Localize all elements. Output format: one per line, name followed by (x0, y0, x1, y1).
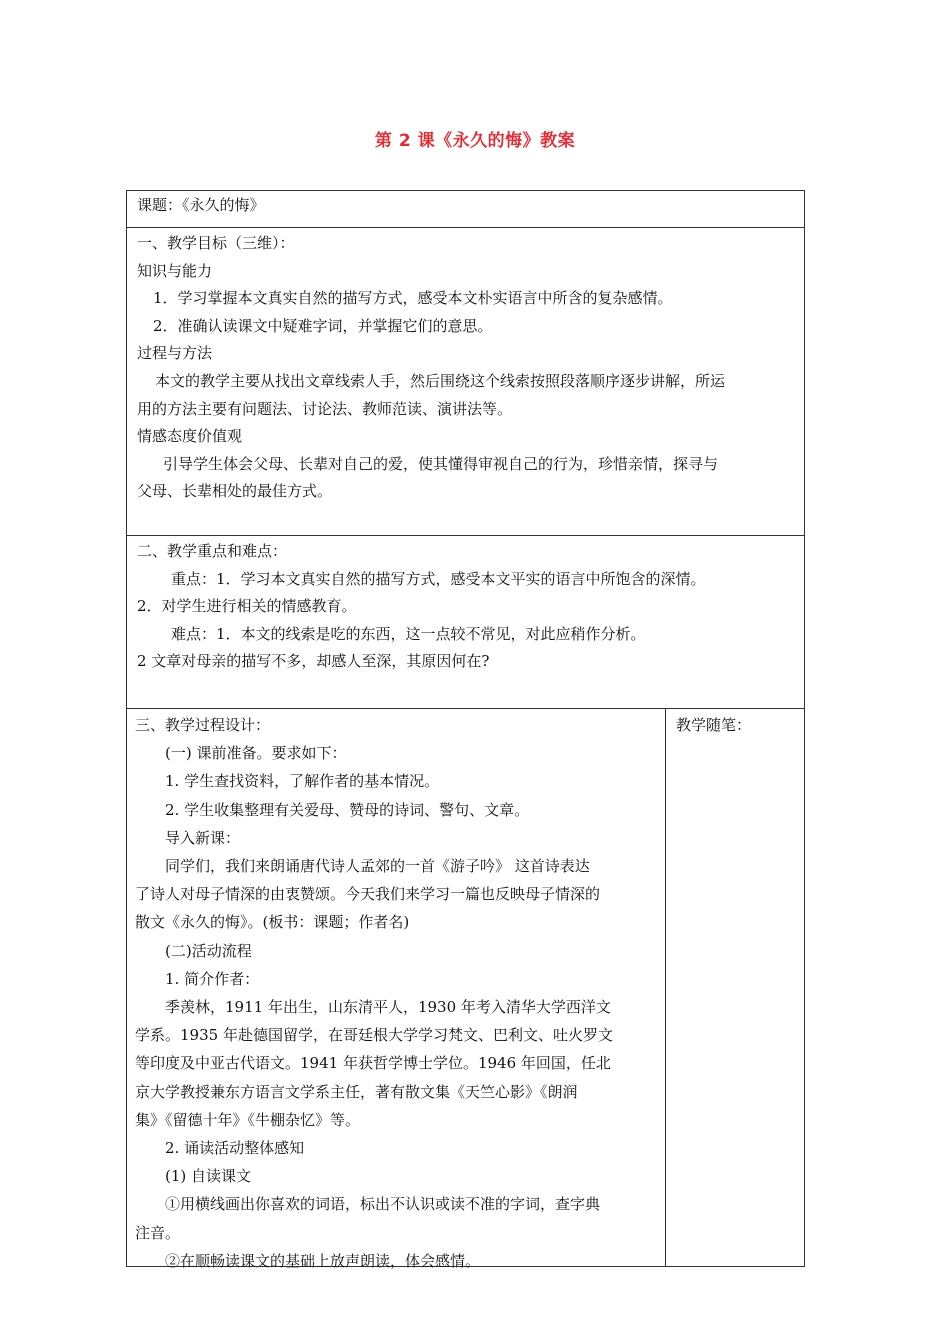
prep-item-2: 2. 学生收集整理有关爱母、赞母的诗词、警句、文章。 (165, 800, 530, 819)
reading-step-1-line-2: 注音。 (135, 1223, 181, 1242)
process-heading: 三、教学过程设计： (135, 716, 271, 734)
knowledge-heading: 知识与能力 (137, 261, 213, 280)
notes-label: 教学随笔： (676, 716, 752, 734)
author-line-1: 季羡林，1911 年出生，山东清平人，1930 年考入清华大学西洋文 (165, 998, 611, 1017)
goals-heading: 一、教学目标（三维）： (137, 234, 295, 252)
difficulty-1: 难点：1．本文的线索是吃的东西，这一点较不常见，对此应稍作分析。 (171, 624, 646, 643)
intro-label: 导入新课： (165, 828, 241, 847)
author-line-4: 京大学教授兼东方语言文学系主任，著有散文集《天竺心影》《朗润 (135, 1082, 578, 1101)
process-method-line-1: 本文的教学主要从找出文章线索人手，然后围绕这个线索按照段落顺序逐步讲解，所运 (155, 371, 726, 390)
author-line-2: 学系。1935 年赴德国留学，在哥廷根大学学习梵文、巴利文、吐火罗文 (135, 1026, 613, 1045)
topic-row (127, 191, 804, 228)
author-line-5: 集》《留德十年》《牛棚杂忆》等。 (135, 1110, 361, 1129)
knowledge-item-1: 1．学习掌握本文真实自然的描写方式，感受本文朴实语言中所含的复杂感情。 (153, 289, 673, 308)
emotion-line-1: 引导学生体会父母、长辈对自己的爱，使其懂得审视自己的行为，珍惜亲情，探寻与 (163, 454, 719, 473)
emotion-heading: 情感态度价值观 (137, 427, 243, 446)
prep-item-1: 1. 学生查找资料，了解作者的基本情况。 (165, 772, 440, 791)
keypoints-heading: 二、教学重点和难点： (137, 542, 288, 560)
reading-label: 2. 诵读活动整体感知 (165, 1139, 305, 1158)
process-row (127, 709, 804, 1270)
reading-step-1-line-1: ①用横线画出你喜欢的词语，标出不认识或读不准的字词，查字典 (165, 1195, 601, 1214)
keypoints-row (127, 536, 804, 709)
emotion-line-2: 父母、长辈相处的最佳方式。 (137, 482, 333, 501)
process-method-heading: 过程与方法 (137, 344, 213, 363)
intro-line-2: 了诗人对母子情深的由衷赞颂。今天我们来学习一篇也反映母子情深的 (135, 885, 601, 904)
activity-heading: (二)活动流程 (165, 941, 252, 960)
author-label: 1. 简介作者： (165, 969, 260, 988)
intro-line-1: 同学们，我们来朗诵唐代诗人孟郊的一首《游子吟》 这首诗表达 (165, 857, 590, 876)
topic-text: 课题：《永久的悔》 (137, 196, 265, 214)
process-method-line-2: 用的方法主要有问题法、讨论法、教师范读、演讲法等。 (137, 399, 513, 418)
process-cell (127, 709, 666, 1270)
knowledge-item-2: 2．准确认读课文中疑难字词，并掌握它们的意思。 (153, 316, 493, 335)
prep-heading: (一) 课前准备。要求如下： (165, 744, 347, 763)
notes-cell (666, 709, 804, 1266)
lesson-plan-table (126, 190, 805, 1270)
difficulty-2: 2 文章对母亲的描写不多，却感人至深，其原因何在? (137, 652, 490, 671)
key-point-2: 2．对学生进行相关的情感教育。 (137, 597, 357, 616)
document-title: 第 2 课《永久的悔》教案 (374, 131, 576, 151)
key-point-1: 重点：1．学习本文真实自然的描写方式，感受本文平实的语言中所饱含的深情。 (171, 569, 706, 588)
goals-row (127, 228, 804, 536)
intro-line-3: 散文《永久的悔》。(板书：课题；作者名) (135, 913, 410, 932)
reading-step-2: ②在顺畅读课文的基础上放声朗读，体会感情。 (165, 1251, 481, 1270)
author-line-3: 等印度及中亚古代语文。1941 年获哲学博士学位。1946 年回国，任北 (135, 1054, 611, 1073)
self-read-heading: (1) 自读课文 (165, 1167, 252, 1186)
